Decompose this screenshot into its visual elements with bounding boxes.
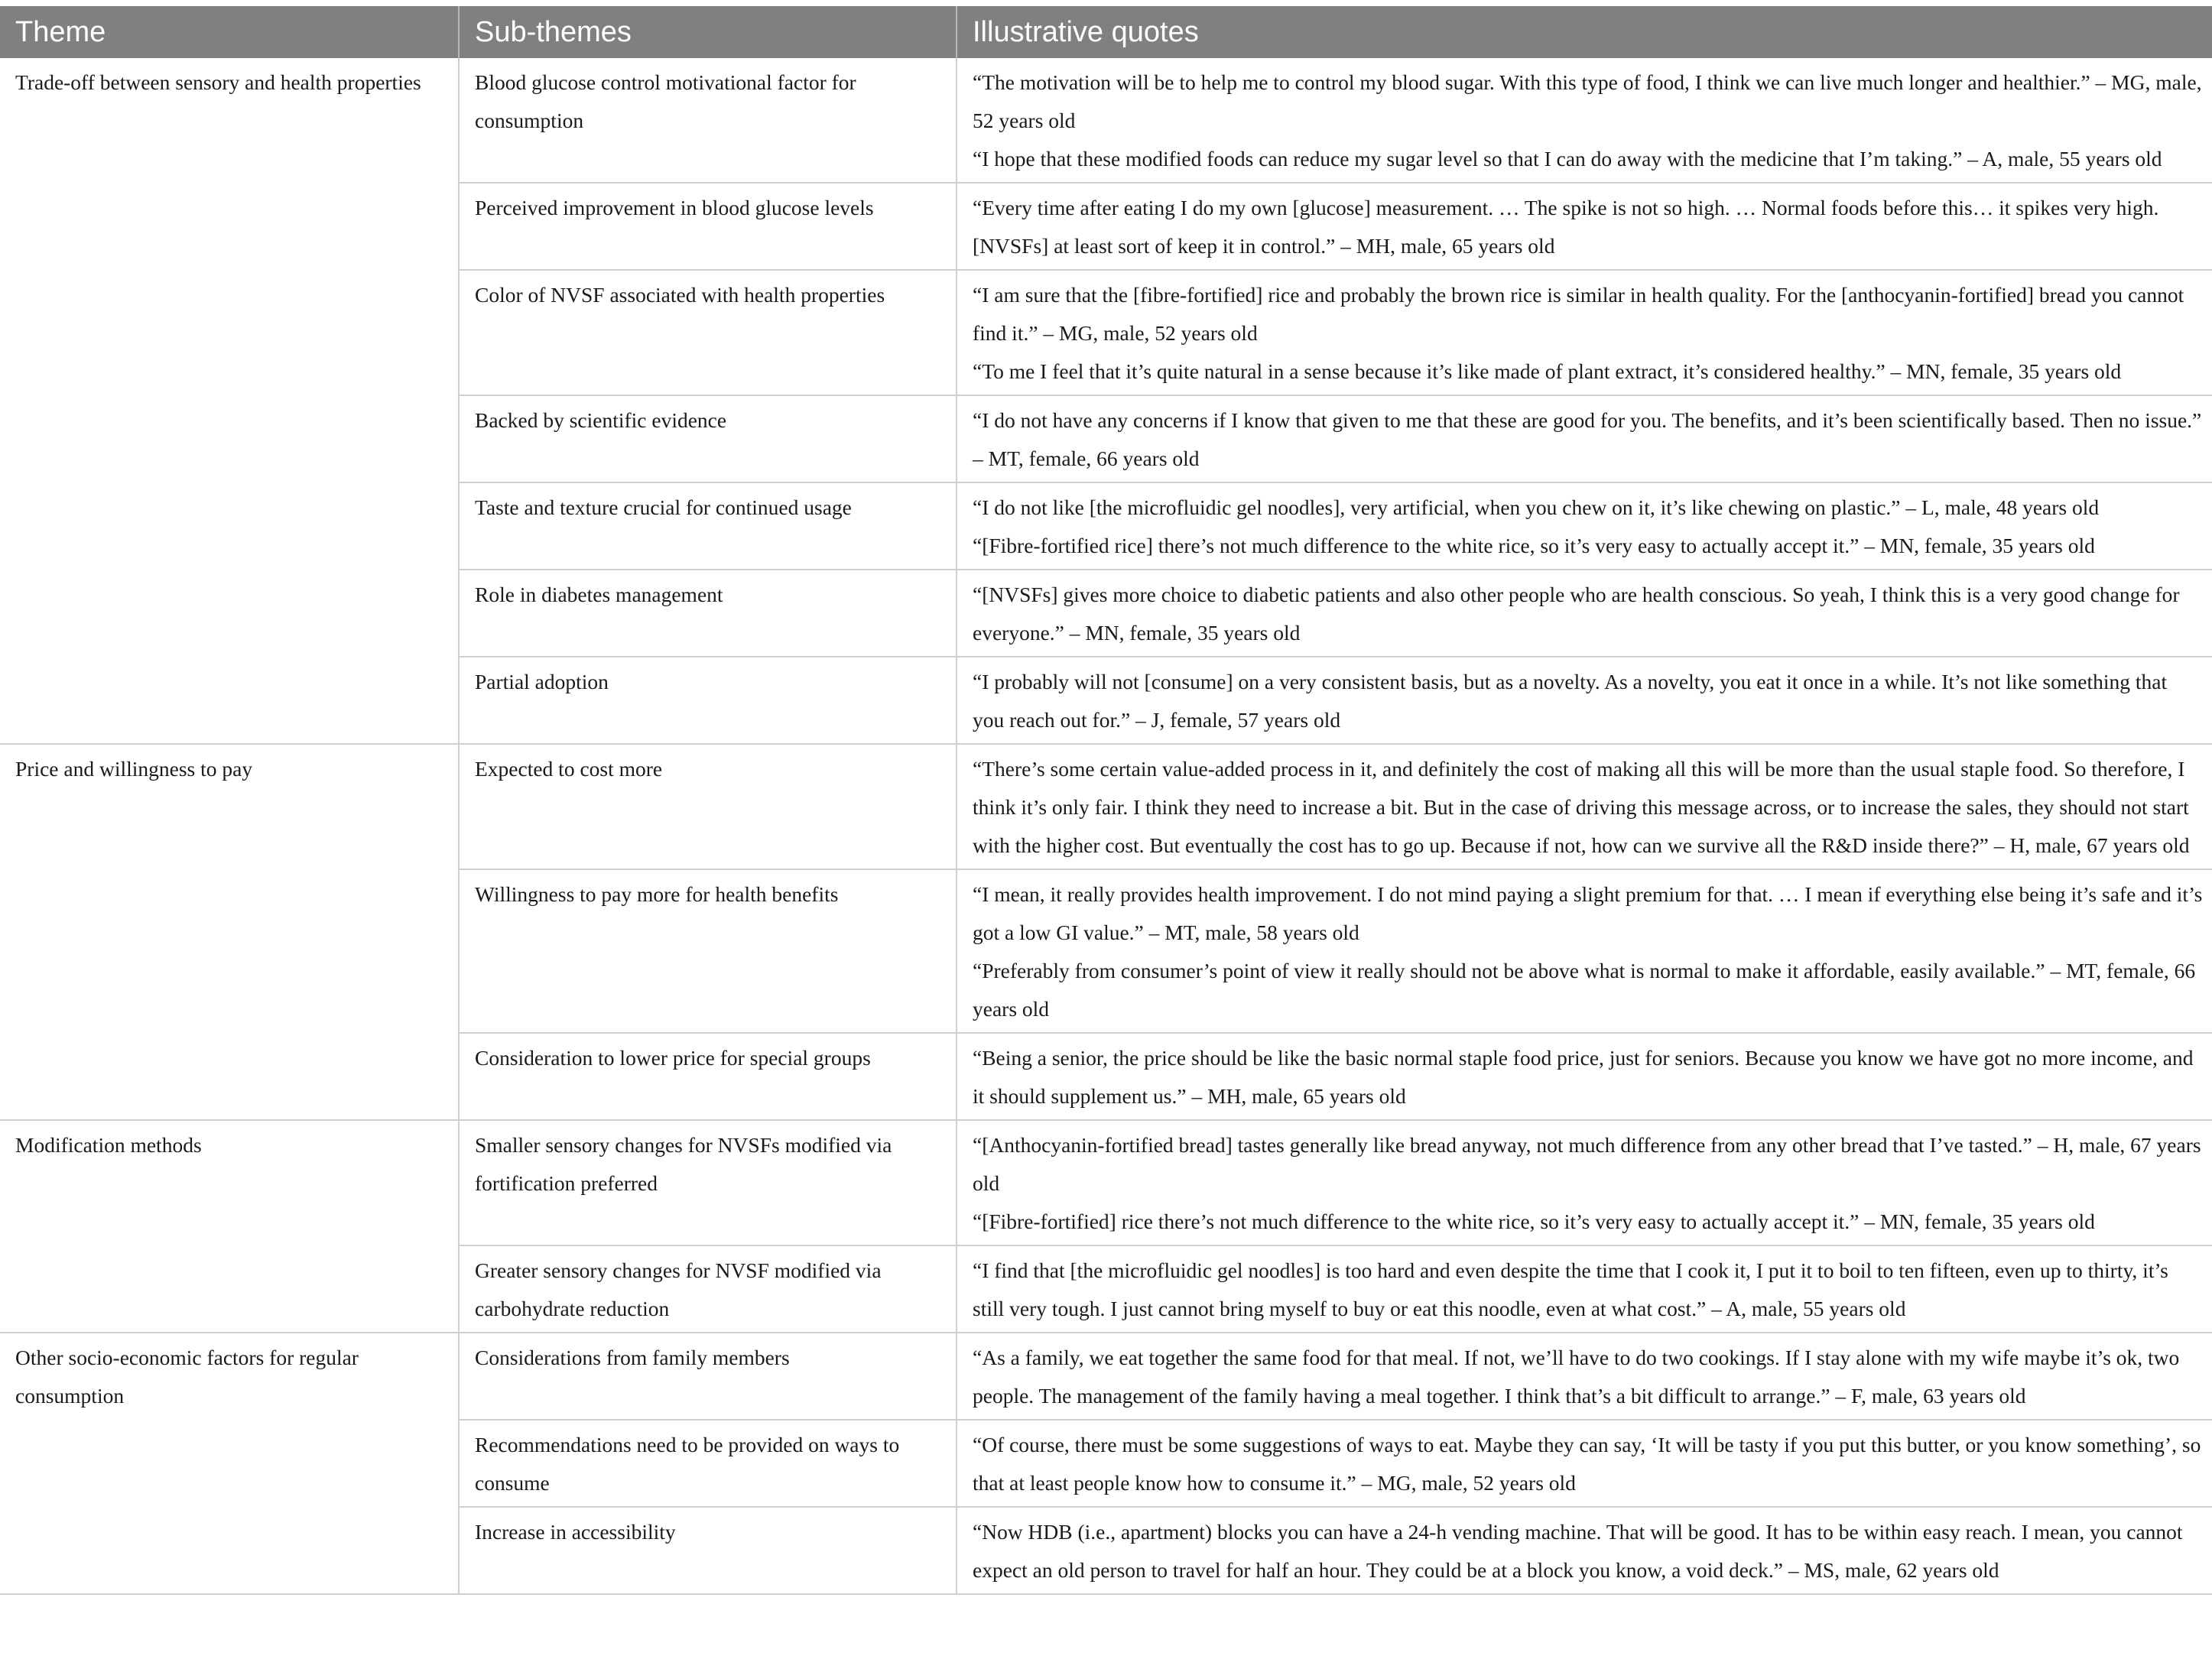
table-row: [0, 58, 2212, 183]
subtheme-cell: Greater sensory changes for NVSF modified via carbohydrate reduction: [459, 1245, 957, 1333]
table-row: [0, 744, 2212, 869]
quote-text: “[Fibre-fortified] rice there’s not much difference to the white rice, so it’s very easy to actually accept it.” – MN, female, 35 years old: [973, 1210, 2095, 1233]
quotes-cell: [957, 1033, 2212, 1120]
quotes-cell: [957, 1120, 2212, 1245]
quotes-cell: [957, 657, 2212, 744]
header-subthemes: Sub-themes: [459, 6, 957, 58]
quotes-cell: [957, 482, 2212, 570]
subtheme-cell: Color of NVSF associated with health properties: [459, 270, 957, 395]
quote-text: “[NVSFs] gives more choice to diabetic patients and also other people who are health conscious. So yeah, I think this is a very good change for everyone.” – MN, female, 35 years old: [973, 583, 2180, 645]
subtheme-cell: Considerations from family members: [459, 1333, 957, 1420]
quotes-cell: [957, 1507, 2212, 1594]
subtheme-cell: Backed by scientific evidence: [459, 395, 957, 482]
table-row: [0, 1120, 2212, 1245]
quotes-cell: [957, 570, 2212, 657]
subtheme-cell: Partial adoption: [459, 657, 957, 744]
quote-text: “Being a senior, the price should be like the basic normal staple food price, just for seniors. Because you know we have got no more income, and it should supplement us.” – MH, male, 65 years old: [973, 1046, 2194, 1108]
header-row: [0, 6, 2212, 58]
quote-text: “Of course, there must be some suggestions of ways to eat. Maybe they can say, ‘It will be tasty if you put this butter, or you know something’, so that at least people know how to consume it.” – MG, male, 52 years old: [973, 1433, 2201, 1495]
themes-table: [0, 6, 2212, 1595]
theme-cell: Trade-off between sensory and health properties: [0, 58, 459, 744]
quotes-cell: [957, 270, 2212, 395]
subtheme-cell: Blood glucose control motivational factor for consumption: [459, 58, 957, 183]
quote-text: “Every time after eating I do my own [glucose] measurement. … The spike is not so high. … Normal foods before this… it spikes very high. [NVSFs] at least sort of keep it in control.” – MH, male, 65 years old: [973, 196, 2159, 258]
quote-text: “I hope that these modified foods can reduce my sugar level so that I can do away with the medicine that I’m taking.” – A, male, 55 years old: [973, 147, 2162, 170]
quotes-cell: [957, 395, 2212, 482]
quote-text: “I am sure that the [fibre-fortified] rice and probably the brown rice is similar in health quality. For the [anthocyanin-fortified] bread you cannot find it.” – MG, male, 52 years old: [973, 283, 2184, 345]
quotes-cell: [957, 1245, 2212, 1333]
quote-text: “I mean, it really provides health improvement. I do not mind paying a slight premium for that. … I mean if everything else being it’s safe and it’s got a low GI value.” – MT, male, 58 years old: [973, 882, 2203, 944]
quotes-cell: [957, 183, 2212, 270]
quote-text: “[Anthocyanin-fortified bread] tastes generally like bread anyway, not much difference from any other bread that I’ve tasted.” – H, male, 67 years old: [973, 1133, 2201, 1195]
theme-cell: Modification methods: [0, 1120, 459, 1333]
subtheme-cell: Smaller sensory changes for NVSFs modified via fortification preferred: [459, 1120, 957, 1245]
quote-text: “I do not like [the microfluidic gel noodles], very artificial, when you chew on it, it’s like chewing on plastic.” – L, male, 48 years old: [973, 495, 2100, 519]
quote-text: “Preferably from consumer’s point of view it really should not be above what is normal to make it affordable, easily available.” – MT, female, 66 years old: [973, 959, 2196, 1021]
quote-text: “There’s some certain value-added process in it, and definitely the cost of making all this will be more than the usual staple food. So therefore, I think it’s only fair. I think they need to increase a bit. But in the case of driving this message across, or to increase the sales, they should not start with the higher cost. But eventually the cost has to go up. Because if not, how can we survive all the R&D inside there?” – H, male, 67 years old: [973, 757, 2190, 857]
subtheme-cell: Willingness to pay more for health benefits: [459, 869, 957, 1033]
quote-text: “I probably will not [consume] on a very consistent basis, but as a novelty. As a novelty, you eat it once in a while. It’s not like something that you reach out for.” – J, female, 57 years old: [973, 670, 2168, 732]
quote-text: “As a family, we eat together the same food for that meal. If not, we’ll have to do two cookings. If I stay alone with my wife maybe it’s ok, two people. The management of the family having a meal together. I think that’s a bit difficult to arrange.” – F, male, 63 years old: [973, 1346, 2180, 1408]
quotes-cell: [957, 58, 2212, 183]
theme-cell: Price and willingness to pay: [0, 744, 459, 1120]
quotes-cell: [957, 1420, 2212, 1507]
quotes-cell: [957, 1333, 2212, 1420]
quote-text: “I do not have any concerns if I know that given to me that these are good for you. The benefits, and it’s been scientifically based. Then no issue.” – MT, female, 66 years old: [973, 408, 2202, 470]
subtheme-cell: Role in diabetes management: [459, 570, 957, 657]
subtheme-cell: Taste and texture crucial for continued usage: [459, 482, 957, 570]
theme-cell: Other socio-economic factors for regular consumption: [0, 1333, 459, 1594]
quote-text: “To me I feel that it’s quite natural in a sense because it’s like made of plant extract, it’s considered healthy.” – MN, female, 35 years old: [973, 359, 2122, 383]
subtheme-cell: Perceived improvement in blood glucose levels: [459, 183, 957, 270]
quotes-cell: [957, 869, 2212, 1033]
quote-text: “I find that [the microfluidic gel noodles] is too hard and even despite the time that I cook it, I put it to boil to ten fifteen, even up to thirty, it’s still very tough. I just cannot bring myself to buy or eat this noodle, even at what cost.” – A, male, 55 years old: [973, 1258, 2168, 1320]
subtheme-cell: Increase in accessibility: [459, 1507, 957, 1594]
header-quotes: Illustrative quotes: [957, 6, 2212, 58]
quote-text: “[Fibre-fortified rice] there’s not much difference to the white rice, so it’s very easy to actually accept it.” – MN, female, 35 years old: [973, 534, 2095, 557]
table-row: [0, 1333, 2212, 1420]
quote-text: “Now HDB (i.e., apartment) blocks you can have a 24-h vending machine. That will be good. It has to be within easy reach. I mean, you cannot expect an old person to travel for half an hour. They could be at a block you know, a void deck.” – MS, male, 62 years old: [973, 1520, 2183, 1582]
subtheme-cell: Expected to cost more: [459, 744, 957, 869]
quote-text: “The motivation will be to help me to control my blood sugar. With this type of food, I think we can live much longer and healthier.” – MG, male, 52 years old: [973, 70, 2202, 132]
header-theme: Theme: [0, 6, 459, 58]
subtheme-cell: Recommendations need to be provided on ways to consume: [459, 1420, 957, 1507]
quotes-cell: [957, 744, 2212, 869]
subtheme-cell: Consideration to lower price for special groups: [459, 1033, 957, 1120]
table-body: [0, 58, 2212, 1594]
